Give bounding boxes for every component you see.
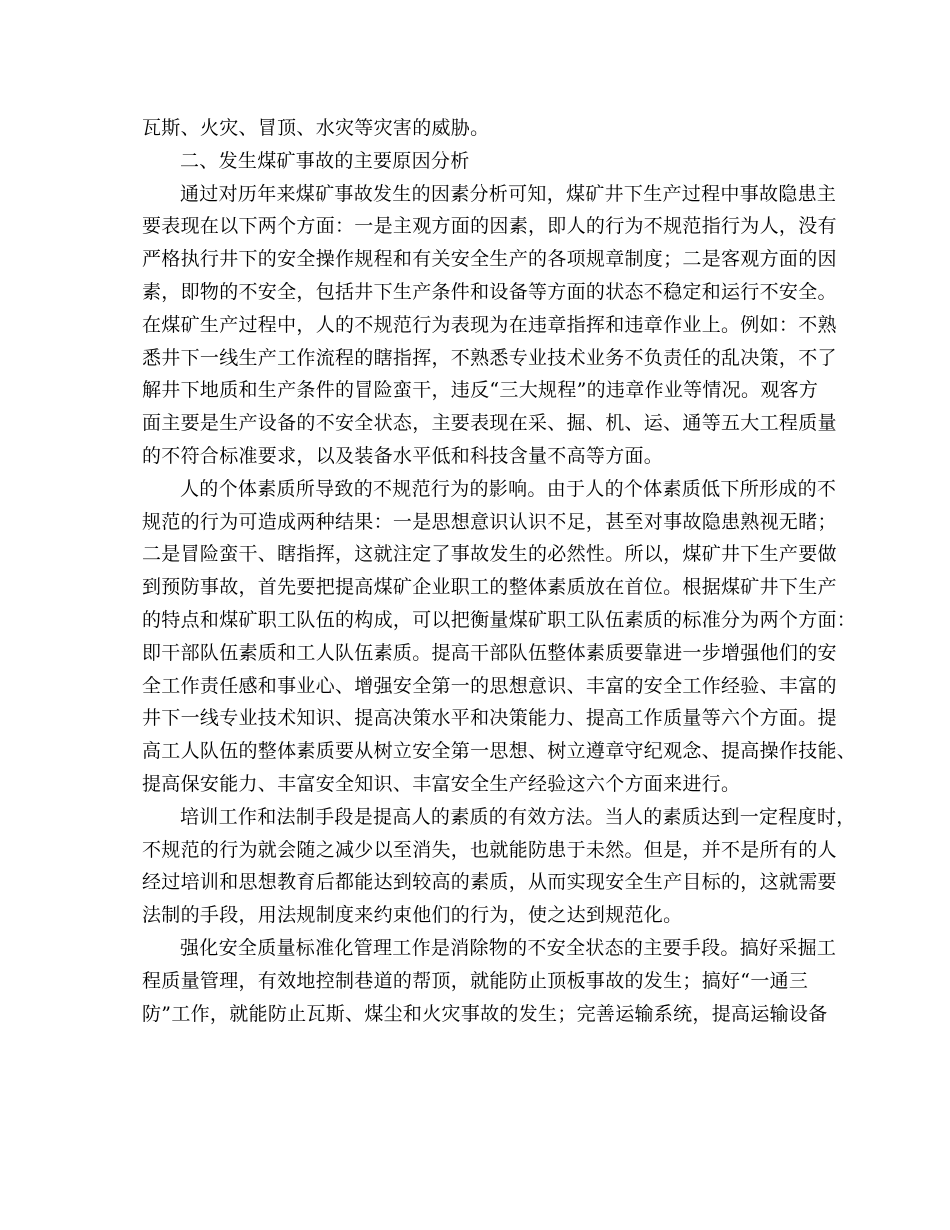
text-line: 在煤矿生产过程中，人的不规范行为表现为在违章指挥和违章作业上。例如：不熟	[142, 313, 837, 336]
text-line: 素，即物的不安全，包括井下生产条件和设备等方面的状态不稳定和运行不安全。	[142, 280, 837, 303]
text-line: 强化安全质量标准化管理工作是消除物的不安全状态的主要手段。搞好采掘工	[180, 936, 837, 959]
text-line: 二是冒险蛮干、瞎指挥，这就注定了事故发生的必然性。所以，煤矿井下生产要做	[142, 543, 837, 566]
text-line: 经过培训和思想教育后都能达到较高的素质，从而实现安全生产目标的，这就需要	[142, 871, 837, 894]
text-line: 严格执行井下的安全操作规程和有关安全生产的各项规章制度；二是客观方面的因	[142, 248, 837, 271]
text-line: 悉井下一线生产工作流程的瞎指挥，不熟悉专业技术业务不负责任的乱决策，不了	[142, 346, 837, 369]
text-line: 通过对历年来煤矿事故发生的因素分析可知，煤矿井下生产过程中事故隐患主	[180, 182, 837, 205]
text-line: 的不符合标准要求，以及装备水平低和科技含量不高等方面。	[142, 444, 664, 467]
text-line: 解井下地质和生产条件的冒险蛮干，违反“三大规程”的违章作业等情况。观客方	[142, 379, 819, 402]
text-line: 要表现在以下两个方面：一是主观方面的因素，即人的行为不规范指行为人，没有	[142, 215, 837, 238]
text-line: 瓦斯、火灾、冒顶、水灾等灾害的威胁。	[142, 117, 490, 139]
text-line: 高工人队伍的整体素质要从树立安全第一思想、树立遵章守纪观念、提高操作技能、	[142, 740, 857, 763]
text-line: 法制的手段，用法规制度来约束他们的行为，使之达到规范化。	[142, 904, 683, 927]
text-line: 的特点和煤矿职工队伍的构成，可以把衡量煤矿职工队伍素质的标准分为两个方面：	[142, 608, 857, 631]
document-body	[142, 112, 857, 1030]
text-line: 培训工作和法制手段是提高人的素质的有效方法。当人的素质达到一定程度时，	[180, 805, 856, 828]
text-line: 规范的行为可造成两种结果：一是思想意识认识不足，甚至对事故隐患熟视无睹；	[142, 510, 837, 533]
section-heading: 二、发生煤矿事故的主要原因分析	[180, 149, 470, 172]
text-line: 程质量管理，有效地控制巷道的帮顶，就能防止顶板事故的发生；搞好“一通三	[142, 969, 809, 992]
text-line: 不规范的行为就会随之减少以至消失，也就能防患于未然。但是，并不是所有的人	[142, 838, 837, 861]
text-line: 面主要是生产设备的不安全状态，主要表现在采、掘、机、运、通等五大工程质量	[142, 412, 837, 435]
text-line: 防”工作，就能防止瓦斯、煤尘和火灾事故的发生；完善运输系统，提高运输设备	[142, 1002, 828, 1025]
text-line: 井下一线专业技术知识、提高决策水平和决策能力、提高工作质量等六个方面。提	[142, 707, 837, 730]
text-line: 全工作责任感和事业心、增强安全第一的思想意识、丰富的安全工作经验、丰富的	[142, 674, 837, 697]
text-line: 提高保安能力、丰富安全知识、丰富安全生产经验这六个方面来进行。	[142, 772, 741, 795]
text-line: 到预防事故，首先要把提高煤矿企业职工的整体素质放在首位。根据煤矿井下生产	[142, 576, 837, 599]
text-line: 人的个体素质所导致的不规范行为的影响。由于人的个体素质低下所形成的不	[180, 477, 837, 500]
text-line: 即干部队伍素质和工人队伍素质。提高干部队伍整体素质要靠进一步增强他们的安	[142, 641, 837, 664]
